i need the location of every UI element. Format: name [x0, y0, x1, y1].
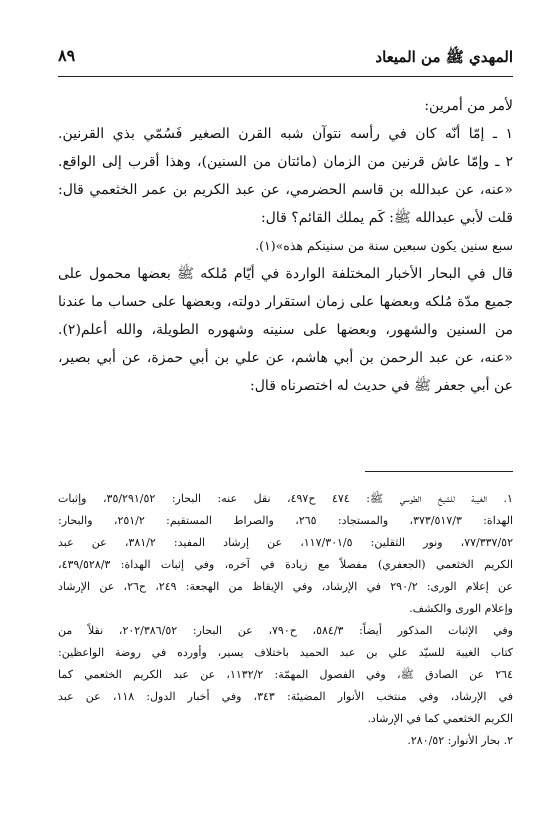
text-line: ١ ـ إمّا أنّه كان في رأسه نتوآن شبه القرن الصغير فَسُمّي بذي القرنين. — [58, 126, 513, 142]
footnote-line: ١. الغيبة للشيخ الطوسي ﷺ: ٤٧٤ ح٤٩٧، نقل عنه: البحار: ٣٥/٢٩١/٥٢، وإثبات — [58, 492, 513, 505]
text-line: «عنه، عن عبد الرحمن بن أبي هاشم، عن علي بن أبي حمزة، عن أبي بصير، — [58, 350, 513, 366]
footnote-line: الكريم الخثعمي (الجعفري) مفصلاً مع زيادة في آخره، وفي إثبات الهداة: ٤٣٩/٥٢٨/٣، — [58, 558, 513, 571]
footnote-line: الكريم الخثعمي كما في الإرشاد. — [367, 712, 513, 725]
text-line: ٢ ـ وإمّا عاش قرنين من الزمان (مائتان من السنين)، وهذا أقرب إلى الواقع. — [58, 154, 513, 170]
footnote-line: الهداة: ٣٧٣/٥١٧/٣، والمستجاد: ٢٦٥، والصراط المستقيم: ٢٥١/٢، والبحار: — [58, 514, 513, 527]
text-line: سبع سنين يكون سبعين سنة من سنينكم هذه»(١). — [255, 238, 513, 253]
text-line: قلت لأبي عبدالله ﷺ: كَم يملك القائم؟ قال: — [260, 210, 513, 226]
text-line: قال في البحار الأخبار المختلفة الواردة في أيّام مُلكه ﷺ بعضها محمول على — [58, 266, 513, 282]
main-text — [58, 92, 513, 400]
footnote-line: عن إعلام الورى: ٢٩٠/٢ في الإرشاد، وفي الإيقاظ من الهجعة: ٢٤٩، ح٢٦، عن الإرشاد — [58, 580, 513, 593]
footnote-divider — [365, 471, 513, 472]
footnote-line: في الإرشاد، وفي منتخب الأنوار المضيئة: ٣٤٣، وفي أخبار الدول: ١١٨، عن عبد — [58, 690, 513, 703]
footnotes — [58, 488, 513, 752]
footnote-line: وفي الإثبات المذكور أيضاً: ٥٨٤/٣، ح٧٩٠، عن البحار: ٢٠٢/٣٨٦/٥٢، نقلاً من — [58, 624, 513, 637]
footnote-line: ٢٦٤ عن الصادق ﷺ، وفي الفصول المهمّة: ١١٣٢/٢، عن عبد الكريم الخثعمي كما — [58, 668, 513, 681]
running-title: المهدي ﷺ من الميعاد — [375, 48, 513, 66]
footnote-line: ٧٧/٣٣٧/٥٢، ونور الثقلين: ١١٧/٣٠١/٥، عن إرشاد المفيد: ٣٨١/٢، عن عبد — [58, 536, 513, 549]
text-line: من السنين والشهور، وبعضها على سنينه وشهوره الطويلة، والله أعلم(٢). — [58, 322, 513, 338]
text-line: لأمر من أمرين: — [424, 98, 513, 114]
footnote-line: ٢. بحار الأنوار: ٢٨٠/٥٢. — [407, 734, 513, 747]
text-line: «عنه، عن عبدالله بن قاسم الحضرمي، عن عبد الكريم بن عمر الخثعمي قال: — [58, 182, 513, 198]
page-header — [58, 40, 513, 77]
text-line: عن أبي جعفر ﷺ في حديث له اختصرناه قال: — [250, 378, 513, 394]
footnote-line: كتاب الغيبة للسيّد علي بن عبد الحميد باختلاف يسير، وأورده في روضة الواعظين: — [58, 646, 513, 659]
text-line: جميع مدّة مُلكه وبعضها على زمان استقرار دولته، وبعضها على حساب ما عندنا — [58, 294, 513, 310]
page-number: ٨٩ — [58, 46, 76, 65]
footnote-line: وإعلام الورى والكشف. — [409, 602, 513, 615]
